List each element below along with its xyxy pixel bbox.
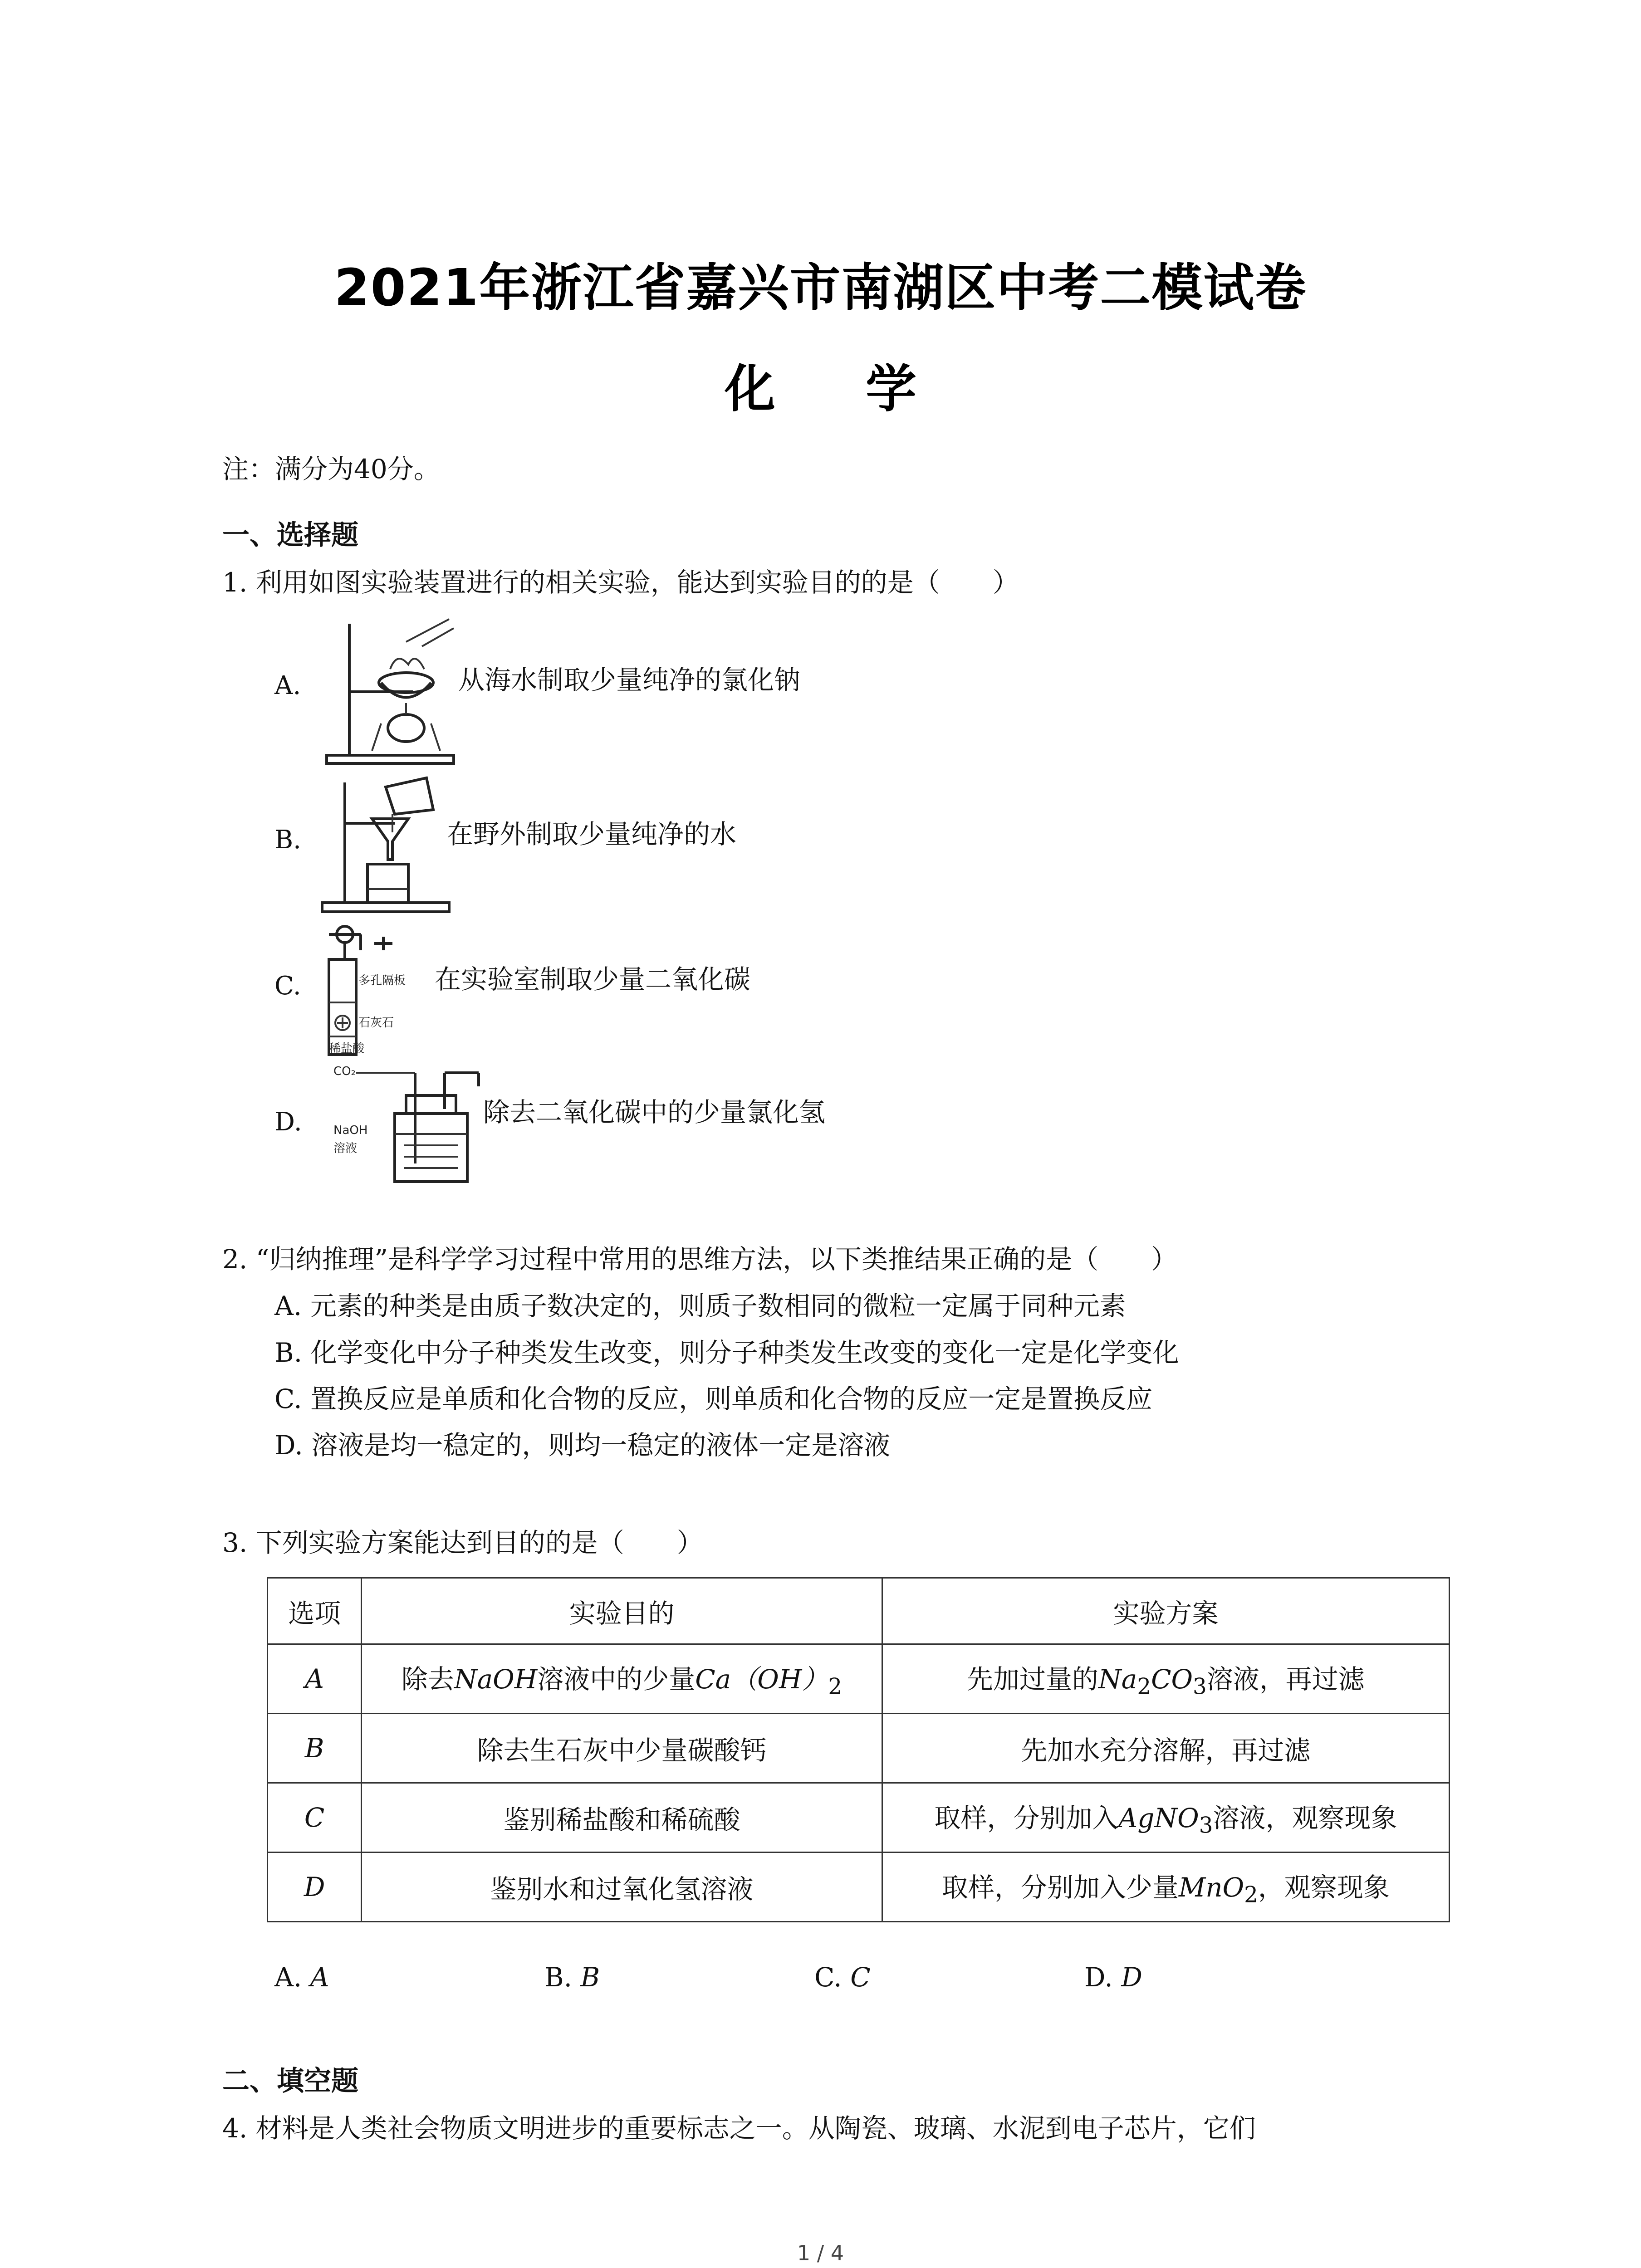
q3-choice-c: C. C	[814, 1962, 871, 1993]
table-header-row	[268, 1578, 1450, 1644]
q3-choice-d: D. D	[1084, 1962, 1142, 1993]
q1-option-d-text: 除去二氧化碳中的少量氯化氢	[483, 1097, 826, 1128]
q1-option-d-letter: D.	[274, 1107, 302, 1137]
row-goal: 除去NaOH溶液中的少量$Ca(OH)_2$	[362, 1644, 882, 1714]
row-plan: 取样，分别加入少量MnO$_2$，观察现象	[882, 1853, 1449, 1922]
table-row	[268, 1783, 1450, 1853]
subject-title: 化 学	[725, 360, 953, 419]
section-heading-choice: 一、选择题	[222, 519, 358, 551]
q2-option-b: B. 化学变化中分子种类发生改变，则分子种类发生改变的变化一定是化学变化	[274, 1337, 1179, 1368]
experiment-plan-table	[267, 1577, 1450, 1922]
q3-choice-b: B. B	[544, 1962, 600, 1993]
q1-option-b-text: 在野外制取少量纯净的水	[447, 819, 737, 850]
question-1-stem: 1. 利用如图实验装置进行的相关实验，能达到实验目的的是（ ）	[222, 567, 1019, 598]
header-option: 选项	[268, 1578, 362, 1644]
question-4-stem: 4. 材料是人类社会物质文明进步的重要标志之一。从陶瓷、玻璃、水泥到电子芯片，它们	[222, 2113, 1256, 2144]
q1-option-a-text: 从海水制取少量纯净的氯化钠	[458, 665, 801, 695]
label-naoh: NaOH	[333, 1124, 368, 1137]
evaporation-apparatus-figure	[318, 615, 463, 769]
q1-option-b-letter: B.	[274, 825, 301, 855]
row-plan: 取样，分别加入AgNO$_3$溶液，观察现象	[882, 1783, 1449, 1853]
gas-washing-bottle-figure	[324, 1059, 488, 1191]
q2-option-a: A. 元素的种类是由质子数决定的，则质子数相同的微粒一定属于同种元素	[274, 1290, 1126, 1321]
row-goal: 鉴别稀盐酸和稀硫酸	[362, 1783, 882, 1853]
q3-choice-a: A. A	[274, 1962, 329, 1993]
page-number: 1 / 4	[797, 2241, 844, 2265]
q2-option-d: D. 溶液是均一稳定的，则均一稳定的液体一定是溶液	[274, 1430, 891, 1461]
exam-title: 2021年浙江省嘉兴市南湖区中考二模试卷	[334, 259, 1307, 318]
row-option: C	[268, 1783, 362, 1853]
label-solution: 溶液	[333, 1142, 358, 1155]
co2-generator-figure	[320, 923, 442, 1068]
q1-option-a-letter: A.	[274, 671, 301, 700]
row-goal: 除去生石灰中少量碳酸钙	[362, 1714, 882, 1783]
question-3-stem: 3. 下列实验方案能达到目的的是（ ）	[222, 1527, 703, 1558]
row-plan: 先加水充分溶解，再过滤	[882, 1714, 1449, 1783]
question-2-stem: 2. “归纳推理”是科学学习过程中常用的思维方法，以下类推结果正确的是（ ）	[222, 1244, 1178, 1275]
header-plan: 实验方案	[882, 1578, 1449, 1644]
label-co2: CO₂	[333, 1065, 356, 1078]
table-row	[268, 1644, 1450, 1714]
header-goal: 实验目的	[362, 1578, 882, 1644]
label-porous-plate: 多孔隔板	[358, 974, 406, 987]
row-goal: 鉴别水和过氧化氢溶液	[362, 1853, 882, 1922]
score-note: 注：满分为40分。	[222, 454, 440, 484]
q1-option-c-text: 在实验室制取少量二氧化碳	[435, 964, 751, 995]
section-heading-fill: 二、填空题	[222, 2065, 358, 2097]
row-option: B	[268, 1714, 362, 1783]
table-row	[268, 1853, 1450, 1922]
filtration-apparatus-figure	[318, 773, 454, 919]
q1-option-c-letter: C.	[274, 971, 301, 1001]
label-limestone: 石灰石	[358, 1016, 394, 1030]
label-dilute-hcl: 稀盐酸	[329, 1042, 365, 1056]
q2-option-c: C. 置换反应是单质和化合物的反应，则单质和化合物的反应一定是置换反应	[274, 1383, 1153, 1414]
row-option: D	[268, 1853, 362, 1922]
row-plan: 先加过量的$Na_2CO_3$溶液，再过滤	[882, 1644, 1449, 1714]
table-row	[268, 1714, 1450, 1783]
row-option: A	[268, 1644, 362, 1714]
